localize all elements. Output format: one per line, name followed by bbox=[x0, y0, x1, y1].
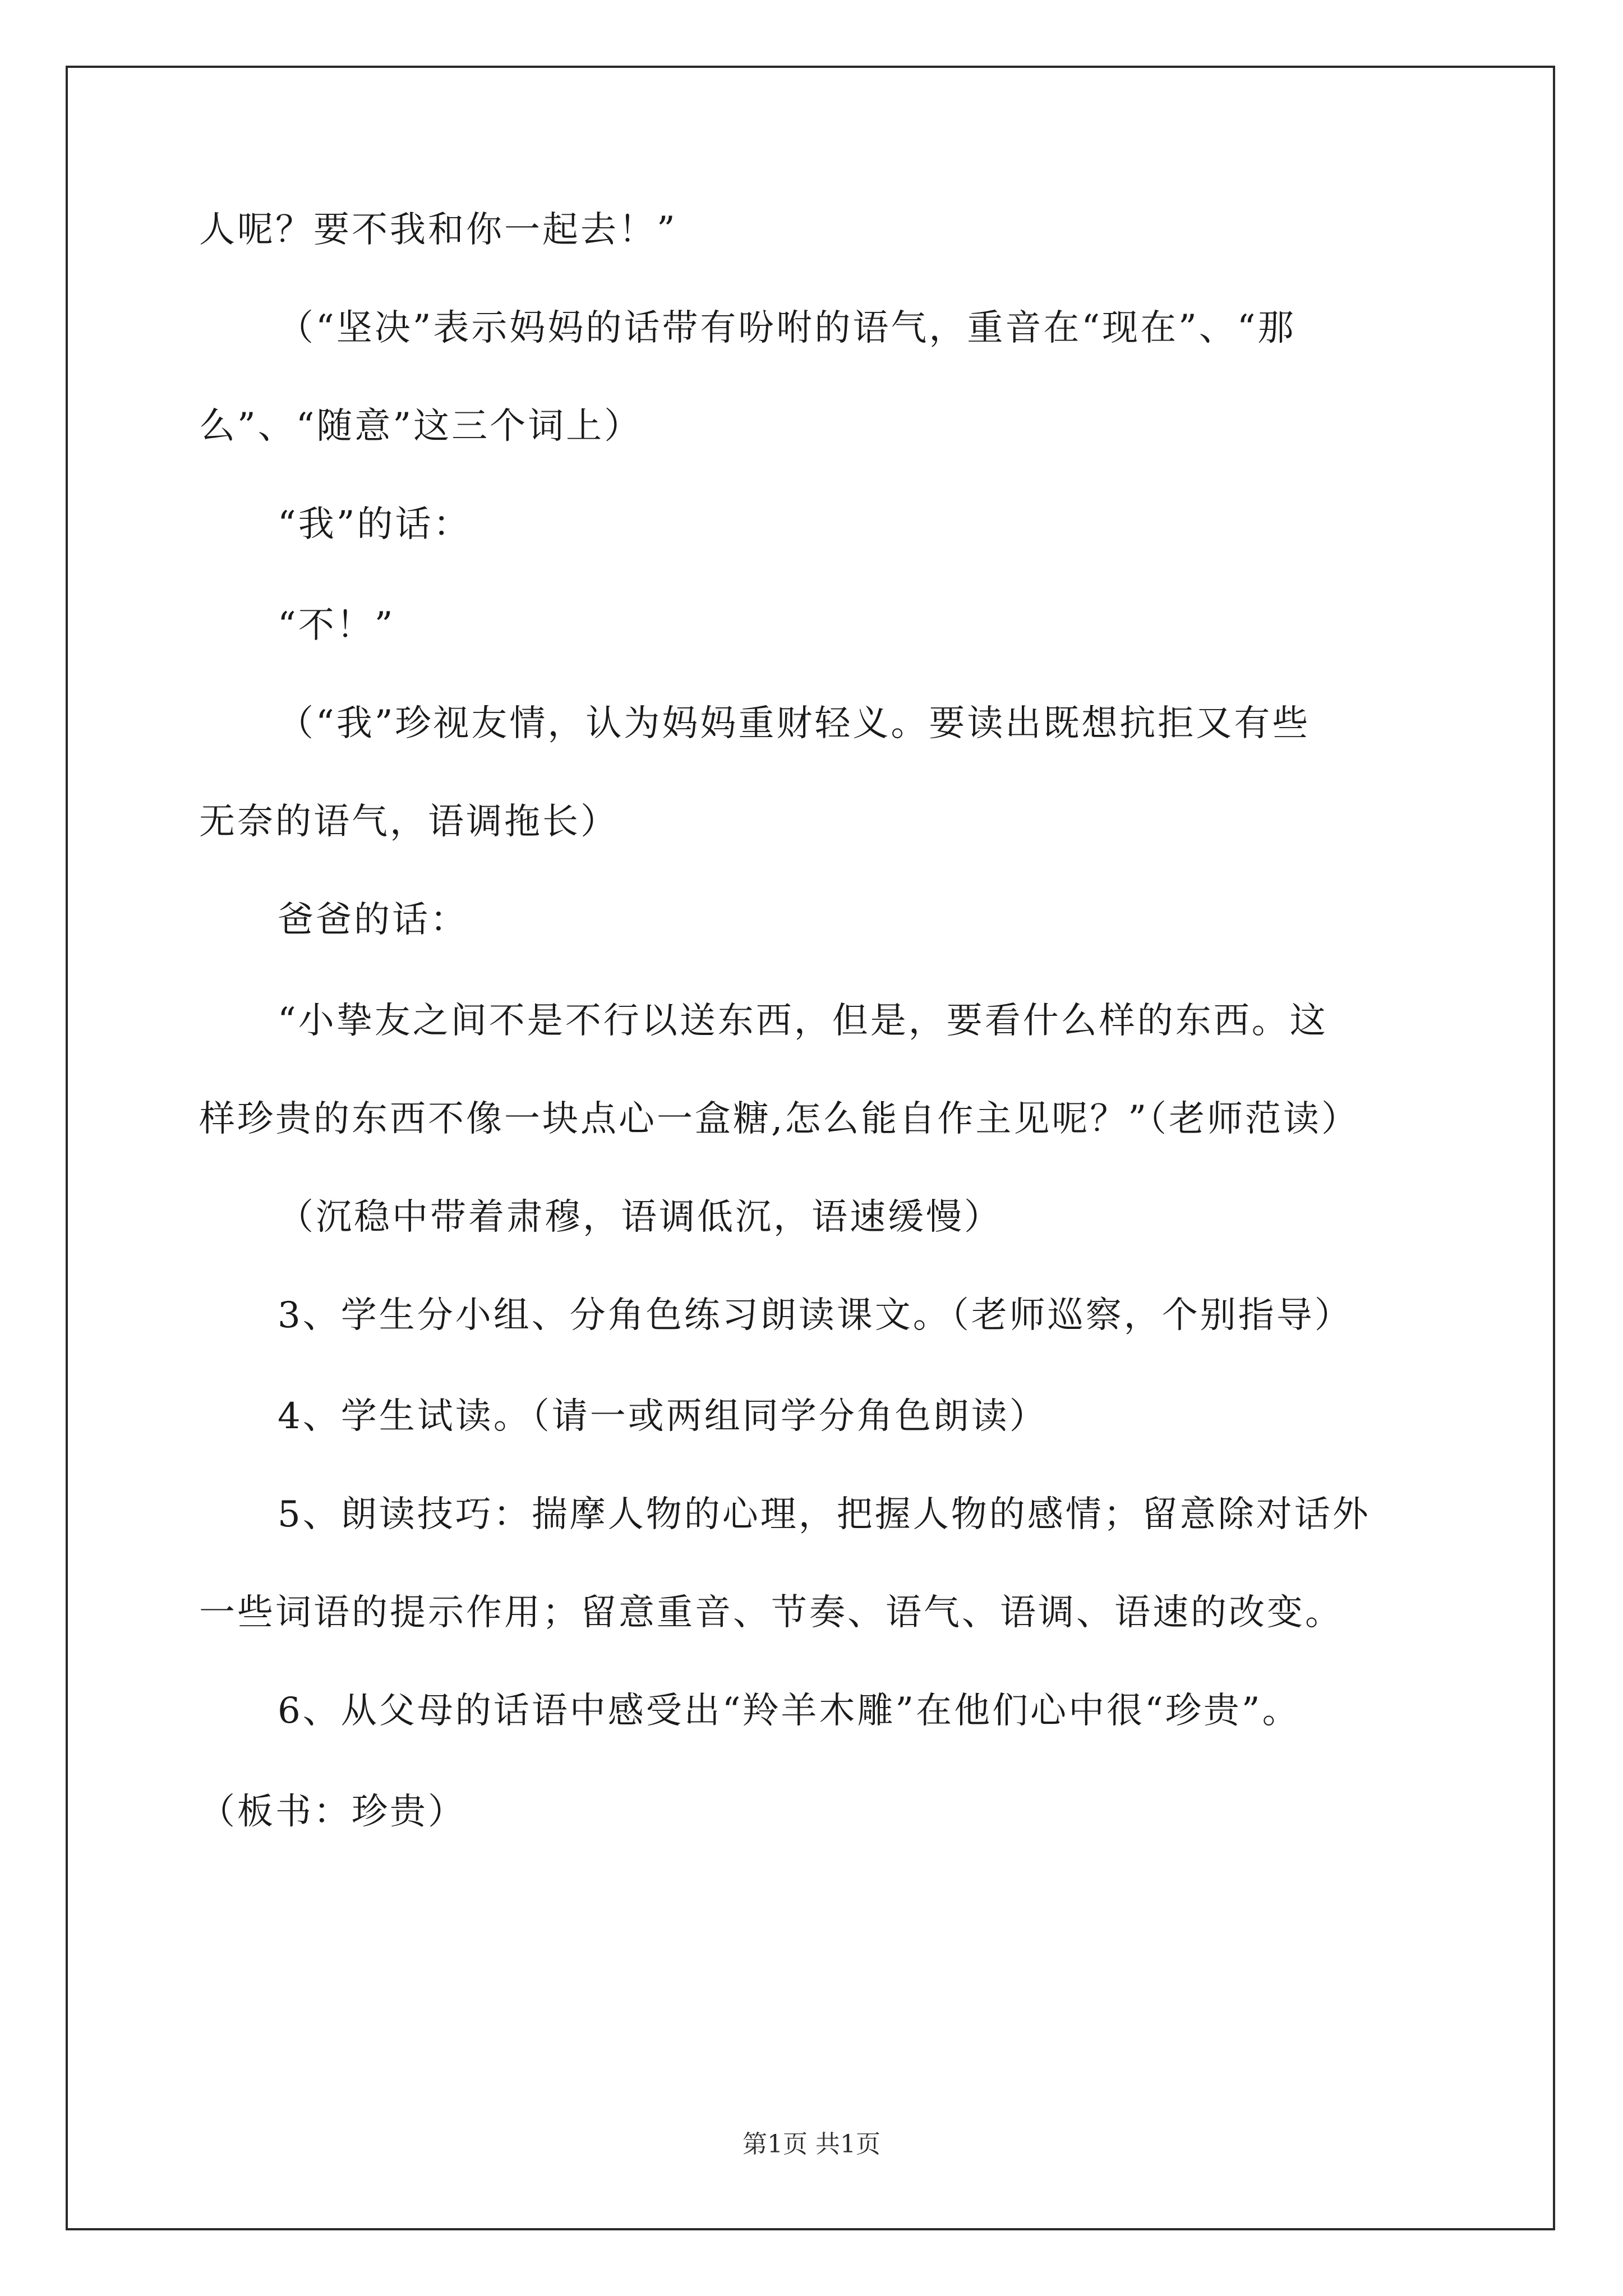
text-line: 爸爸的话： bbox=[278, 899, 468, 941]
text-line: （沉稳中带着肃穆，语调低沉，语速缓慢） bbox=[278, 1197, 1002, 1238]
text-line: （“我”珍视友情，认为妈妈重财轻义。要读出既想抗拒又有些 bbox=[278, 703, 1311, 744]
page-border bbox=[66, 66, 1555, 2230]
text-line: 3、学生分小组、分角色练习朗读课文。（老师巡察，个别指导） bbox=[278, 1295, 1353, 1336]
text-line: 4、学生试读。（请一或两组同学分角色朗读） bbox=[278, 1396, 1048, 1437]
text-line: 无奈的语气，语调拖长） bbox=[199, 801, 619, 843]
text-line: 样珍贵的东西不像一块点心一盒糖,怎么能自作主见呢？”（老师范读） bbox=[199, 1098, 1360, 1140]
text-line: 么”、“随意”这三个词上） bbox=[199, 406, 643, 447]
page-footer: 第1页 共1页 bbox=[743, 2130, 880, 2159]
text-line: “不！” bbox=[278, 605, 395, 646]
text-line: 一些词语的提示作用；留意重音、节奏、语气、语调、语速的改变。 bbox=[199, 1592, 1343, 1634]
text-line: 5、朗读技巧：揣摩人物的心理，把握人物的感情；留意除对话外 bbox=[278, 1494, 1371, 1535]
text-line: “我”的话： bbox=[278, 504, 472, 545]
text-line: （“坚决”表示妈妈的话带有吩咐的语气，重音在“现在”、“那 bbox=[278, 307, 1296, 349]
text-line: 人呢？要不我和你一起去！” bbox=[199, 209, 677, 251]
text-line: 6、从父母的话语中感受出“羚羊木雕”在他们心中很“珍贵”。 bbox=[278, 1690, 1301, 1732]
text-line: （板书：珍贵） bbox=[199, 1791, 466, 1833]
text-line: “小挚友之间不是不行以送东西，但是，要看什么样的东西。这 bbox=[278, 1000, 1328, 1042]
